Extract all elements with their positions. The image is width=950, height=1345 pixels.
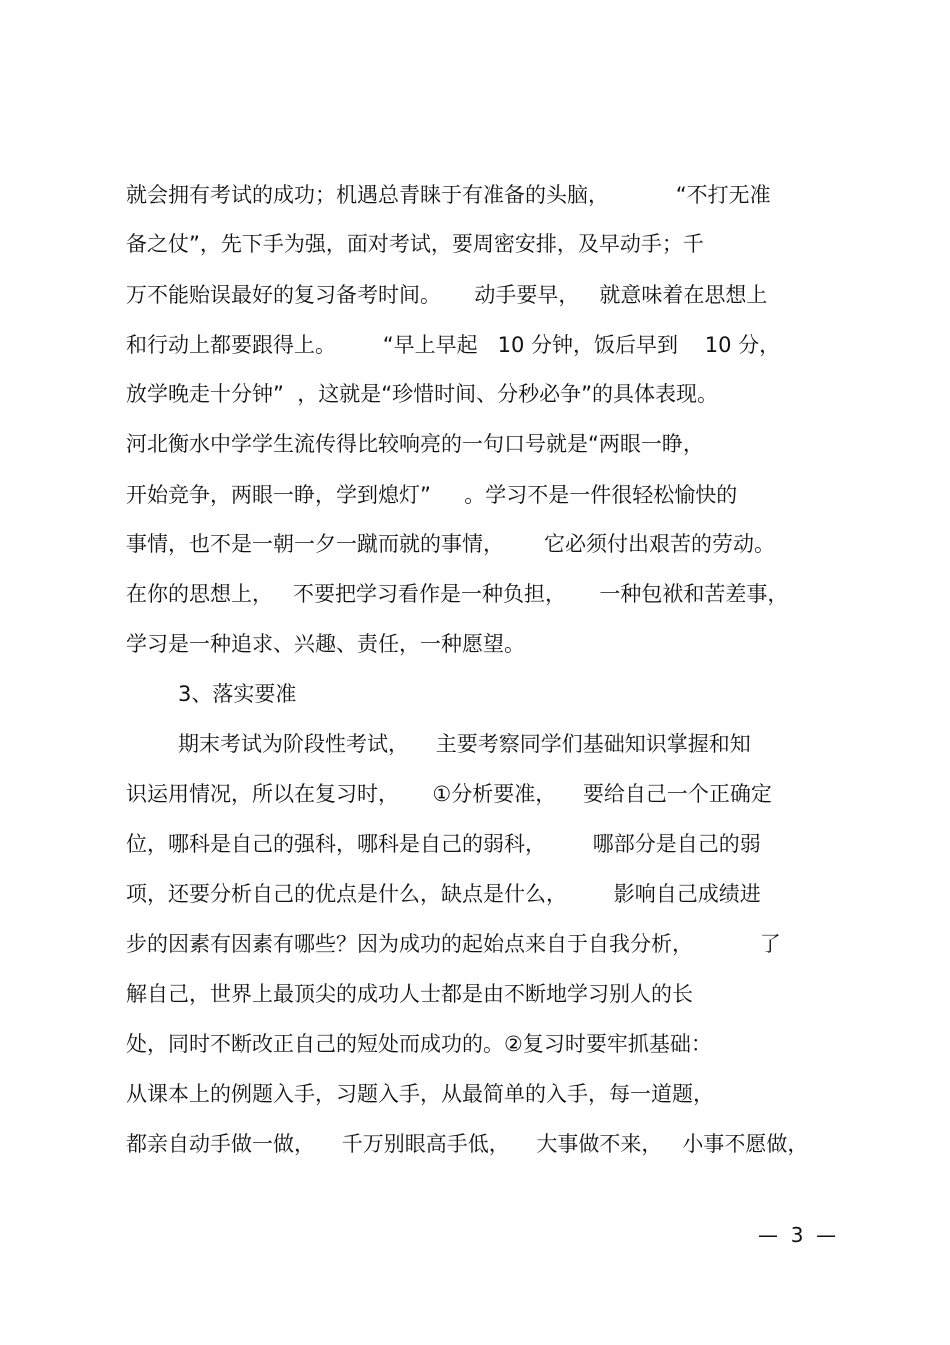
text-line: 和行动上都要跟得上。 “早上早起 10 分钟，饭后早到 10 分， xyxy=(126,333,781,357)
text-line: 处，同时不断改正自己的短处而成功的。②复习时要牢抓基础： xyxy=(126,1032,712,1056)
text-line: 在你的思想上， 不要把学习看作是一种负担， 一种包袱和苦差事， xyxy=(126,582,789,606)
text-line: 备之仗”，先下手为强，面对考试，要周密安排，及早动手；千 xyxy=(126,232,704,256)
text-line: 解自己，世界上最顶尖的成功人士都是由不断地学习别人的长 xyxy=(126,982,693,1006)
text-line: 万不能贻误最好的复习备考时间。 动手要早， 就意味着在思想上 xyxy=(126,283,768,307)
text-line: 开始竞争，两眼一睁，学到熄灯” 。学习不是一件很轻松愉快的 xyxy=(126,483,738,507)
text-line: 都亲自动手做一做， 千万别眼高手低， 大事做不来， 小事不愿做， xyxy=(126,1132,809,1156)
text-line: 步的因素有因素有哪些？因为成功的起始点来自于自我分析， 了 xyxy=(126,932,781,956)
text-line: 项，还要分析自己的优点是什么，缺点是什么， 影响自己成绩进 xyxy=(126,882,761,906)
text-line: 放学晚走十分钟” ，这就是“珍惜时间、分秒必争”的具体表现。 xyxy=(126,382,718,406)
section-heading: 3、落实要准 xyxy=(178,682,297,706)
text-line: 识运用情况，所以在复习时， ①分析要准， 要给自己一个正确定 xyxy=(126,782,772,806)
page-number: — 3 — xyxy=(758,1223,837,1247)
text-line: 河北衡水中学学生流传得比较响亮的一句口号就是“两眼一睁， xyxy=(126,432,704,456)
text-line: 就会拥有考试的成功；机遇总青睐于有准备的头脑， “不打无准 xyxy=(126,183,771,207)
text-line: 从课本上的例题入手，习题入手，从最简单的入手，每一道题， xyxy=(126,1082,714,1106)
text-line: 事情，也不是一朝一夕一蹴而就的事情， 它必须付出艰苦的劳动。 xyxy=(126,532,776,556)
text-line: 期末考试为阶段性考试， 主要考察同学们基础知识掌握和知 xyxy=(178,732,751,756)
text-line: 学习是一种追求、兴趣、责任，一种愿望。 xyxy=(126,632,525,656)
text-line: 位，哪科是自己的强科，哪科是自己的弱科， 哪部分是自己的弱 xyxy=(126,832,761,856)
